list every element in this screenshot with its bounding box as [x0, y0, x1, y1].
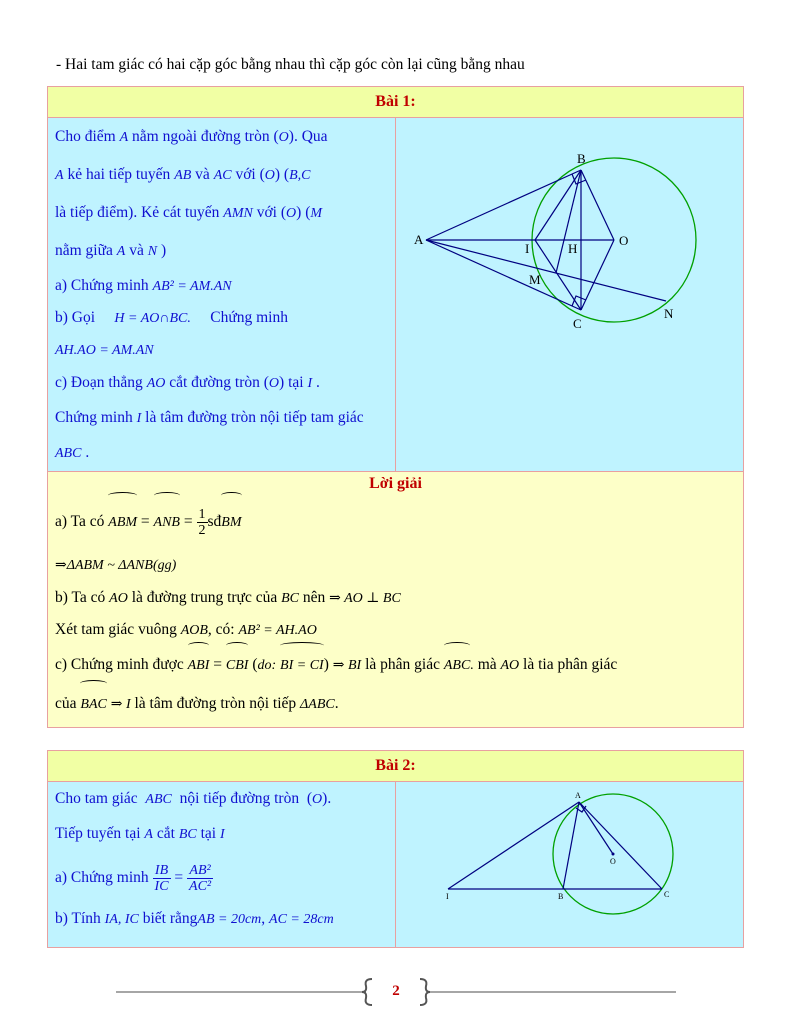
bai2-question-b: b) Tính IA, IC biết rằngAB = 20cm, AC = 28cm: [55, 910, 334, 927]
bai2-title: Bài 2:: [48, 751, 744, 782]
bai1-question-b: b) Gọi H = AO∩BC. Chứng minh: [55, 309, 288, 326]
bai2-problem: [48, 782, 396, 948]
intro-text: - Hai tam giác có hai cặp góc bằng nhau thì cặp góc còn lại cũng bằng nhau: [56, 56, 525, 73]
label-i: I: [525, 241, 530, 256]
label2-o: O: [610, 857, 616, 866]
label-m: M: [529, 272, 541, 287]
bai2-line1: Cho tam giác ABC nội tiếp đường tròn (O).: [55, 790, 332, 807]
solution-c: c) Chứng minh được ABI = CBI (do: BI = CI) ⇒ BI là phân giác ABC. mà AO là tia phân giác: [55, 646, 736, 684]
bai1-question-b-eq: AH.AO = AM.AN: [55, 343, 154, 358]
solution-b2: Xét tam giác vuông AOB, có: AB² = AH.AO: [55, 621, 317, 638]
label-c: C: [573, 316, 582, 331]
solution-c2: của BAC ⇒ I là tâm đường tròn nội tiếp ΔABC.: [55, 684, 736, 724]
page-number: 2: [392, 983, 400, 999]
solution-a2: ⇒ΔABM ~ ΔANB(gg): [55, 558, 177, 573]
bai1-geometry-figure: [396, 118, 743, 463]
label2-b: B: [558, 892, 564, 901]
bai2-geometry-figure: [396, 782, 743, 942]
label-b: B: [577, 151, 586, 166]
loigiai-title: Lời giải: [369, 475, 422, 492]
label-o: O: [619, 233, 629, 248]
label-a: A: [414, 232, 424, 247]
bai1-question-a: a) Chứng minh AB² = AM.AN: [55, 277, 232, 294]
bai1-figure: [396, 118, 744, 472]
bai1-line4: nằm giữa A và N ): [55, 242, 167, 259]
label-h: H: [568, 241, 578, 256]
bai1-line3: là tiếp điểm). Kẻ cát tuyến AMN với (O) (M: [55, 204, 323, 221]
bai1-line1: Cho điểm A nằm ngoài đường tròn (O). Qua: [55, 128, 328, 145]
solution-a: a) Ta có ABM = ANB = $\frac{1}{2}$ sđBM: [55, 496, 736, 548]
loigiai-box: [48, 472, 744, 728]
bai2-question-a: a) Chứng minh $\frac{IB}{IC}$ = $\frac{\text{AB²}}{\text{AC²}}$: [55, 862, 212, 894]
bai2-figure: [396, 782, 744, 948]
bai1-question-c: c) Đoạn thẳng AO cắt đường tròn (O) tại I .: [55, 374, 320, 391]
label2-a: A: [575, 791, 581, 800]
bai1-problem: Cho điểm A nằm ngoài đường tròn (O). Qua A kẻ hai tiếp tuyến AB và AC với (O) (B,C là tiếp điểm). Kẻ cát tuyến AMN với (O) (M nằm giữa A và N ) a) Chứng minh AB² = AM.AN b) Gọi H = AO∩BC. Chứng minh AH.AO = AM.AN c) Đoạn thẳng AO cắt đường tròn (O) tại I . Chứng minh I là tâm đường tròn nội tiếp tam giác ABC .: [48, 118, 396, 472]
solution-b: b) Ta có AO là đường trung trực của BC nên ⇒ AO ⊥ BC: [55, 589, 401, 606]
label-n: N: [664, 306, 674, 321]
bai1-title: Bài 1:: [48, 87, 744, 118]
bai2-line2: Tiếp tuyến tại A cắt BC tại I: [55, 825, 225, 842]
bai1-box: [47, 86, 744, 728]
bai1-line2: A kẻ hai tiếp tuyến AB và AC với (O) (B,C: [55, 166, 311, 183]
label2-c: C: [664, 890, 670, 899]
label2-i: I: [446, 892, 449, 901]
bai2-box: [47, 750, 744, 948]
